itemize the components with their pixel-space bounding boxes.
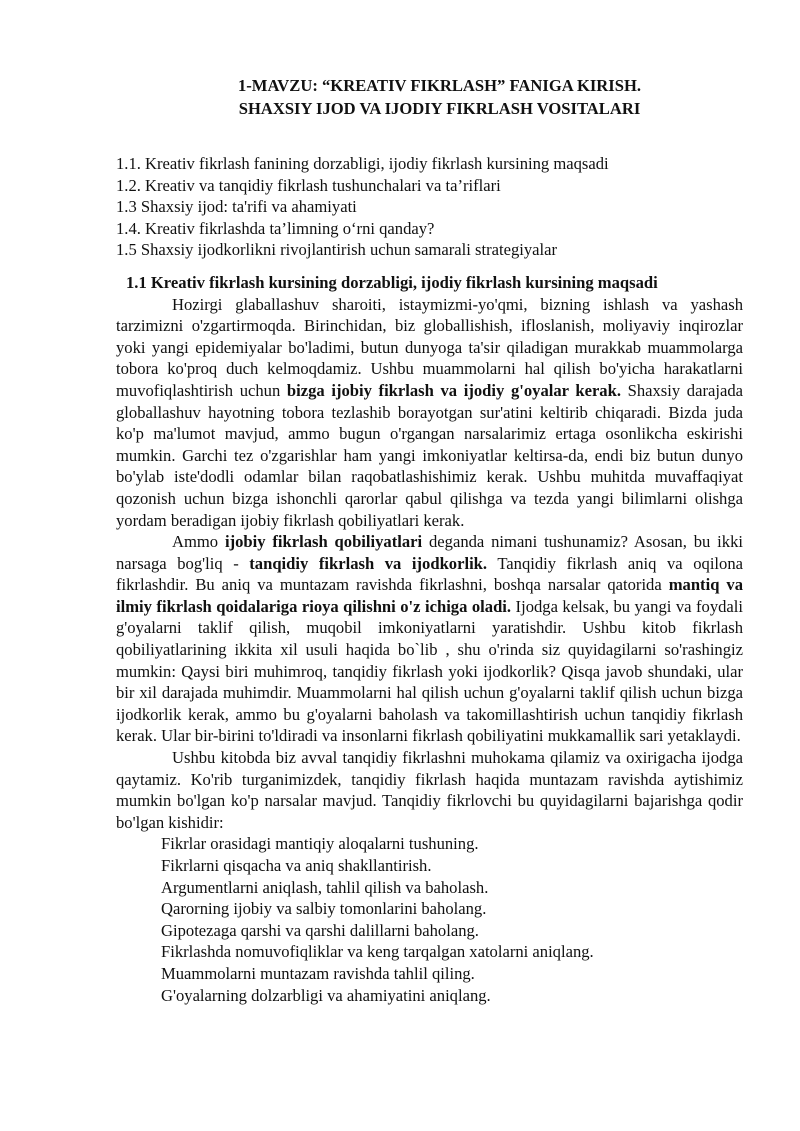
list-item: G'oyalarning dolzarbligi va ahamiyatini aniqlang. [161, 985, 491, 1005]
paragraph-1 [116, 294, 743, 532]
list-item: Qarorning ijobiy va salbiy tomonlarini baholang. [161, 899, 487, 919]
paragraph-text: deganda nimani tushunamiz? Asosan, bu ikki narsaga bog'liq - [116, 532, 743, 573]
toc-item: 1.3 Shaxsiy ijod: ta'rifi va ahamiyati [116, 197, 357, 217]
toc-item: 1.2. Kreativ va tanqidiy fikrlash tushunchalari va ta’riflari [116, 175, 501, 195]
title-line-1: 1-MAVZU: “KREATIV FIKRLASH” FANIGA KIRISH. [237, 76, 642, 95]
title-block [136, 75, 743, 120]
list-item: Gipotezaga qarshi va qarshi dalillarni baholang. [161, 920, 479, 940]
table-of-contents [116, 153, 743, 261]
title-line-2: SHAXSIY IJOD VA IJODIY FIKRLASH VOSITALARI [238, 98, 641, 118]
list-item: Muammolarni muntazam ravishda tahlil qiling. [161, 963, 475, 983]
list-item: Fikrlarni qisqacha va aniq shakllantirish. [161, 856, 432, 875]
paragraph-text: Tanqidiy fikrlash aniq va oqilona fikrlashdir. Bu aniq va muntazam ravishda fikrlashni, boshqa narsalar qatorida [116, 553, 744, 595]
list-item: Argumentlarni aniqlash, tahlil qilish va baholash. [161, 877, 489, 897]
bold-phrase: tanqidiy fikrlash va ijodkorlik. [249, 553, 488, 573]
paragraph-3: Ushbu kitobda biz avval tanqidiy fikrlashni muhokama qilamiz va oxirigacha ijodga qaytamiz. Ko'rib turganimizdek, tanqidiy fikrlash haqida muntazam ravishda aytishimiz mumkin bo'lgan ko'p narsalar mavjud. Tanqidiy fikrlovchi bu quyidagilarni bajarishga qodir bo'lgan kishidir: [116, 748, 743, 832]
toc-item: 1.4. Kreativ fikrlashda ta’limning o‘rni qanday? [116, 218, 435, 238]
bold-phrase: mantiq va ilmiy fikrlash qoidalariga rioya qilishni o'z ichiga oladi. [116, 575, 743, 616]
list-item: Fikrlar orasidagi mantiqiy aloqalarni tushuning. [161, 834, 479, 854]
paragraph-2 [116, 531, 743, 747]
skills-list [116, 833, 743, 1006]
bold-phrase: bizga ijobiy fikrlash va ijodiy g'oyalar kerak. [286, 380, 621, 400]
section-heading: 1.1 Kreativ fikrlash kursining dorzabligi, ijodiy fikrlash kursining maqsadi [126, 272, 658, 292]
paragraph-text: Ijodga kelsak, bu yangi va foydali g'oyalarni taklif qilish, muqobil imkoniyatlarni yaratishdir. Ushbu kitob fikrlash qobiliyatlarining ikkita xil usuli haqida bo`lib , shu o'rinda siz quyidagilarni so'rashingiz mumkin: Qaysi biri muhimroq, tanqidiy fikrlash yoki ijodkorlik? Qisqa javob shundaki, ular bir xil darajada muhimdir. Muammolarni hal qilish uchun g'oyalarni taklif qilish uchun bizga ijodkorlik kerak, ammo bu g'oyalarni baholash va takomillashtirish uchun tanqidiy fikrlash kerak. Ular bir-birini to'ldiradi va insonlarni fikrlash qobiliyatini mukkamallik sari yetaklaydi. [116, 596, 743, 746]
toc-item: 1.1. Kreativ fikrlash fanining dorzabligi, ijodiy fikrlash kursining maqsadi [116, 154, 609, 173]
list-item: Fikrlashda nomuvofiqliklar va keng tarqalgan xatolarni aniqlang. [161, 942, 594, 962]
paragraph-text: Ammo [172, 532, 225, 552]
paragraph-text: Hozirgi glaballashuv sharoiti, istaymizmi-yo'qmi, bizning ishlash va yashash tarzimizni o'zgartirmoqda. Birinchidan, biz globallishish, ifloslanish, moliyaviy inqirozlar yoki yangi epidemiyalar bo'ladimi, butun dunyoga ta'sir qiladigan murakkab muammolarga tobora ko'proq duch kelmoqdamiz. Ushbu muammolarni hal qilish bo'yicha harakatlarni muvofiqlashtirish uchun [116, 294, 743, 400]
bold-phrase: ijobiy fikrlash qobiliyatlari [224, 532, 423, 552]
paragraph-text: Shaxsiy darajada globallashuv hayotning tobora tezlashib borayotgan sur'atini keltirib chiqaradi. Bizda juda ko'p ma'lumot mavjud, ammo bugun o'rgangan narsalarimiz ertaga osonlikcha eskirishi mumkin. Garchi tez o'zgarishlar ham yangi imkoniyatlar keltirsa-da, endi biz butun dunyo bo'ylab iste'dodli odamlar bilan raqobatlashishimiz kerak. Ushbu muhitda muvaffaqiyat qozonish uchun bizga ishonchli qarorlar qabul qilishga va tezda yangi bilimlarni olishga yordam beradigan ijobiy fikrlash qobiliyatlari kerak. [116, 380, 743, 530]
toc-item: 1.5 Shaxsiy ijodkorlikni rivojlantirish uchun samarali strategiyalar [116, 240, 558, 260]
